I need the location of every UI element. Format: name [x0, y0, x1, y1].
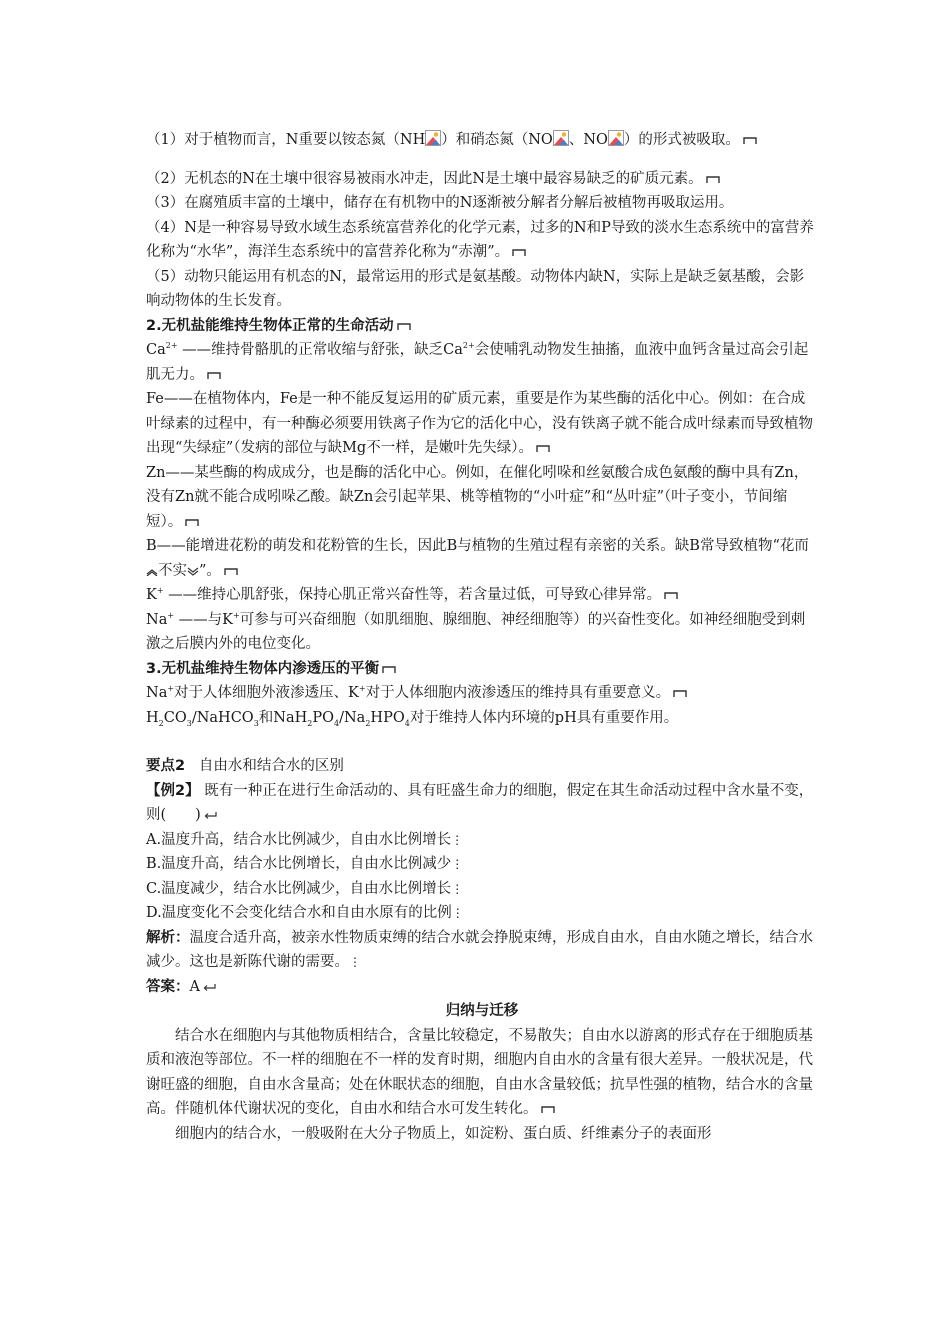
paragraph-mark-icon	[541, 1105, 555, 1114]
answer-label: 答案：	[146, 978, 190, 995]
n-item-1-text-c: 、NO	[568, 132, 608, 148]
paragraph-mark-icon	[706, 175, 720, 184]
fe-text: Fe——在植物体内，Fe是一种不能反复运用的矿质元素，重要是作为某些酶的活化中心。例如：在合成叶绿素的过程中，有一种酶必须要用铁离子作为它的活化中心，没有铁离子就不能合成叶绿素而导致植物出现“失绿症”（发病的部位与缺Mg不一样，是嫩叶先失绿）。	[146, 391, 813, 456]
chevron-down-icon	[187, 567, 199, 576]
n-item-2-text: （2）无机态的N在土壤中很容易被雨水冲走，因此N是土壤中最容易缺乏的矿质元素。	[146, 170, 703, 187]
n-item-4	[146, 216, 818, 265]
k-b: ——维持心肌舒张，保持心肌正常兴奋性等，若含量过低，可导致心律异常。	[163, 587, 662, 603]
s3l2-h: 对于维持人体内环境的pH具有重要作用。	[409, 709, 679, 726]
option-a	[146, 828, 818, 853]
zn-text: Zn——某些酶的构成成分，也是酶的活化中心。例如，在催化吲哚和丝氨酸合成色氨酸的酶中具有Zn，没有Zn就不能合成吲哚乙酸。缺Zn会引起苹果、桃等植物的“小叶症”和“丛叶症”（叶子变小，节间缩短）。	[146, 464, 809, 530]
s3l1-sup2: +	[358, 684, 366, 694]
s3l2-b: CO	[163, 709, 187, 726]
paragraph-mark-icon	[382, 665, 396, 674]
answer	[146, 975, 818, 1000]
s3l2-s1: 2	[158, 718, 164, 728]
n-item-4-text: （4）N是一种容易导致水域生态系统富营养化的化学元素，过多的N和P导致的淡水生态系统中的富营养化称为“水华”，海洋生态系统中的富营养化称为“赤潮”。	[146, 219, 814, 260]
ca-a: Ca	[146, 342, 166, 358]
analysis-label: 解析：	[146, 929, 190, 946]
s3l2-s5: 4	[334, 718, 340, 728]
osmotic-line	[146, 681, 818, 706]
n-item-1	[146, 128, 818, 153]
k-paragraph	[146, 583, 818, 608]
summary-para-1	[146, 1024, 818, 1122]
n-item-1-text-b: ）和硝态氮（NO	[441, 132, 553, 148]
example2	[146, 779, 818, 828]
na-c: 可参与可兴奋细胞（如肌细胞、腺细胞、神经细胞等）的兴奋性变化。如神经细胞受到刺激之后膜内外的电位变化。	[146, 611, 806, 652]
paragraph-mark-icon	[224, 567, 238, 576]
s3l2-c: /NaHCO	[191, 709, 254, 726]
paragraph-mark-icon	[743, 136, 757, 145]
s3l2-f: /Na	[339, 709, 366, 726]
ca-sup2: 2+	[462, 341, 475, 351]
return-arrow-icon	[204, 811, 217, 820]
fe-paragraph	[146, 387, 818, 461]
k-a: K	[146, 587, 157, 603]
answer-value: A	[189, 978, 200, 995]
na-b: ——与K	[174, 611, 233, 628]
b-paragraph	[146, 534, 818, 583]
example2-label: 【例2】	[146, 782, 200, 799]
ca-b: ——维持骨骼肌的正常收缩与舒张，缺乏Ca	[177, 342, 463, 358]
n-item-3: （3）在腐殖质丰富的土壤中，储存在有机物中的N逐渐被分解者分解后被植物再吸取运用。	[146, 195, 734, 211]
option-c-text: C.温度减少，结合水比例减少，自由水比例增长	[146, 880, 452, 897]
s3l2-s6: 2	[365, 718, 371, 728]
b-c: ”。	[199, 562, 221, 579]
paragraph-mark-icon	[664, 591, 678, 600]
paragraph-mark-icon	[673, 689, 687, 698]
ca-paragraph	[146, 338, 818, 387]
option-c-dots: ⋮	[451, 881, 464, 896]
paragraph-mark-icon	[512, 248, 526, 257]
s3l2-a: H	[146, 709, 159, 726]
s3l1-c: 对于人体细胞内液渗透压的维持具有重要意义。	[365, 685, 671, 701]
ph-buffer-line	[146, 706, 818, 731]
section2-title	[146, 314, 818, 339]
option-b-dots: ⋮	[451, 857, 464, 871]
summary-title: 归纳与迁移	[445, 1003, 519, 1019]
s3l2-s2: 3	[186, 718, 192, 728]
paragraph-mark-icon	[185, 518, 199, 527]
option-b-text: B.温度升高，结合水比例增长，自由水比例减少	[146, 856, 452, 872]
option-b	[146, 852, 818, 877]
b-b: 不实	[158, 562, 187, 579]
paragraph-mark-icon	[207, 371, 221, 380]
zn-paragraph	[146, 461, 818, 535]
option-d-dots: ⋮	[451, 906, 464, 920]
image-placeholder-icon	[608, 130, 624, 146]
b-a: B——能增进花粉的萌发和花粉管的生长，因此B与植物的生殖过程有亲密的关系。缺B常导致植物“花而	[146, 538, 809, 554]
s3l2-d: 和NaH	[258, 709, 308, 726]
point2-heading	[146, 754, 818, 779]
na-sup: +	[167, 610, 175, 620]
n-item-5: （5）动物只能运用有机态的N，最常运用的形式是氨基酸。动物体内缺N，实际上是缺乏氨基酸，会影响动物体的生长发育。	[146, 268, 805, 309]
option-a-dots: ⋮	[451, 832, 464, 847]
analysis-dots: ⋮	[349, 955, 361, 969]
s3l1-a: Na	[146, 685, 168, 701]
s3l1-sup1: +	[167, 684, 175, 694]
option-c	[146, 877, 818, 902]
image-placeholder-icon	[425, 130, 441, 146]
point2-label: 要点2	[146, 758, 186, 774]
n-item-1-text-d: ）的形式被吸取。	[623, 132, 740, 148]
na-a: Na	[146, 611, 168, 628]
point2-title: 自由水和结合水的区别	[198, 758, 344, 774]
na-sup2: +	[233, 610, 240, 620]
option-a-text: A.温度升高，结合水比例减少，自由水比例增长	[146, 831, 452, 848]
s3l2-s4: 2	[307, 718, 313, 728]
summary-para-1-text: 结合水在细胞内与其他物质相结合，含量比较稳定，不易散失；自由水以游离的形式存在于细胞质基质和液泡等部位。不一样的细胞在不一样的发育时期，细胞内自由水的含量有很大差异。一般状况是，代谢旺盛的细胞，自由水含量高；处在休眠状态的细胞，自由水含量较低；抗旱性强的植物，结合水的含量高。伴随机体代谢状况的变化，自由水和结合水可发生转化。	[146, 1027, 813, 1117]
s3l2-s3: 3	[253, 718, 259, 728]
s3l2-g: HPO	[370, 709, 405, 726]
image-placeholder-icon	[553, 130, 569, 146]
s3l1-b: 对于人体细胞外液渗透压、K	[174, 685, 359, 701]
analysis	[146, 926, 818, 975]
ca-sup1: 2+	[165, 341, 178, 351]
option-d	[146, 901, 818, 926]
s3l2-e: PO	[312, 709, 335, 726]
return-arrow-icon	[203, 983, 216, 992]
paragraph-mark-icon	[536, 444, 550, 453]
summary-para-2: 细胞内的结合水，一般吸附在大分子物质上，如淀粉、蛋白质、纤维素分子的表面形	[175, 1125, 712, 1142]
n-item-2	[146, 167, 818, 192]
document-page	[146, 128, 818, 1146]
analysis-text: 温度合适升高，被亲水性物质束缚的结合水就会挣脱束缚，形成自由水，自由水随之增长，结合水减少。这也是新陈代谢的需要。	[146, 929, 813, 970]
section3-title	[146, 657, 818, 682]
n-item-1-text-a: （1）对于植物而言，N重要以铵态氮（NH	[146, 132, 426, 148]
option-d-text: D.温度变化不会变化结合水和自由水原有的比例	[146, 905, 452, 921]
section3-title-text: 3.无机盐维持生物体内渗透压的平衡	[146, 660, 380, 677]
paragraph-mark-icon	[397, 322, 411, 331]
ca-c: 会使哺乳动物发生抽搐，血液中血钙含量过高会引起肌无力。	[146, 342, 809, 383]
k-sup: +	[156, 586, 164, 596]
section2-title-text: 2.无机盐能维持生物体正常的生命活动	[146, 317, 394, 334]
chevron-up-icon	[146, 567, 158, 576]
na-paragraph	[146, 608, 818, 657]
s3l2-s7: 4	[404, 718, 410, 728]
example2-text: 既有一种正在进行生命活动的、具有旺盛生命力的细胞，假定在其生命活动过程中含水量不变，则( )	[146, 782, 814, 823]
